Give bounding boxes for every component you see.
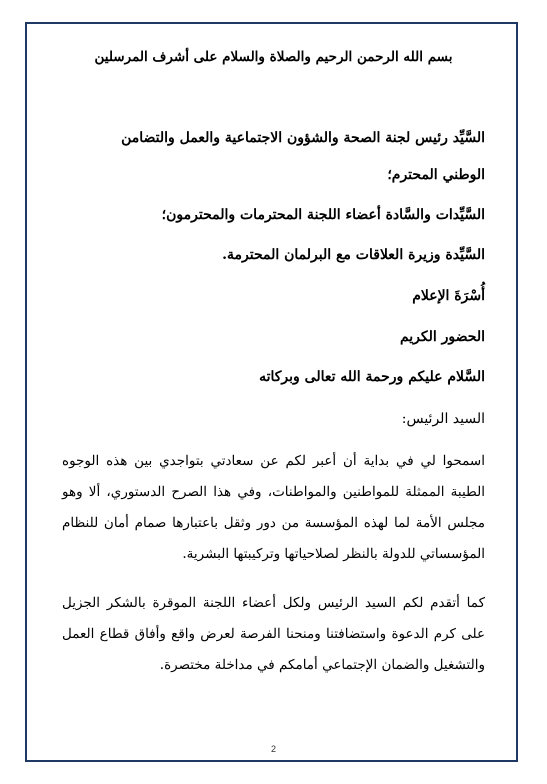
salutation-committee-chair: السَّيِّد رئيس لجنة الصحة والشؤون الاجتماعية والعمل والتضامن bbox=[121, 130, 485, 146]
salutation-committee-chair-cont: الوطني المحترم؛ bbox=[387, 167, 485, 183]
salutation-committee-members: السَّيِّدات والسَّادة أعضاء اللجنة المحترمات والمحترمون؛ bbox=[161, 207, 485, 223]
address-president: السيد الرئيس: bbox=[401, 411, 485, 427]
salutation-minister: السَّيِّدة وزيرة العلاقات مع البرلمان المحترمة. bbox=[222, 247, 485, 263]
paragraph-thanks: كما أتقدم لكم السيد الرئيس ولكل أعضاء اللجنة الموقرة بالشكر الجزيل على كرم الدعوة واستضافتنا ومنحنا الفرصة لعرض واقع وأفاق قطاع العمل والتشغيل والضمان الإجتماعي أمامكم في مداخلة مختصرة. bbox=[62, 595, 485, 673]
salutation-audience: الحضور الكريم bbox=[399, 329, 485, 345]
salutation-media: أُسْرَةَ الإعلام bbox=[412, 288, 485, 304]
greeting-line: السَّلام عليكم ورحمة الله تعالى وبركاته bbox=[259, 369, 485, 385]
paragraph-intro: اسمحوا لي في بداية أن أعبر لكم عن سعادتي بتواجدي بين هذه الوجوه الطيبة الممثلة للمواطنين والمواطنات، وفي هذا الصرح الدستوري، ألا وهو مجلس الأمة لما لهذه المؤسسة من دور وثقل باعتبارها صمام أمان للنظام المؤسساتي للدولة بالنظر لصلاحياتها وتركيبتها البشرية. bbox=[62, 453, 485, 562]
document-title: بسم الله الرحمن الرحيم والصلاة والسلام على أشرف المرسلين bbox=[94, 49, 453, 65]
page-number: 2 bbox=[270, 744, 276, 754]
